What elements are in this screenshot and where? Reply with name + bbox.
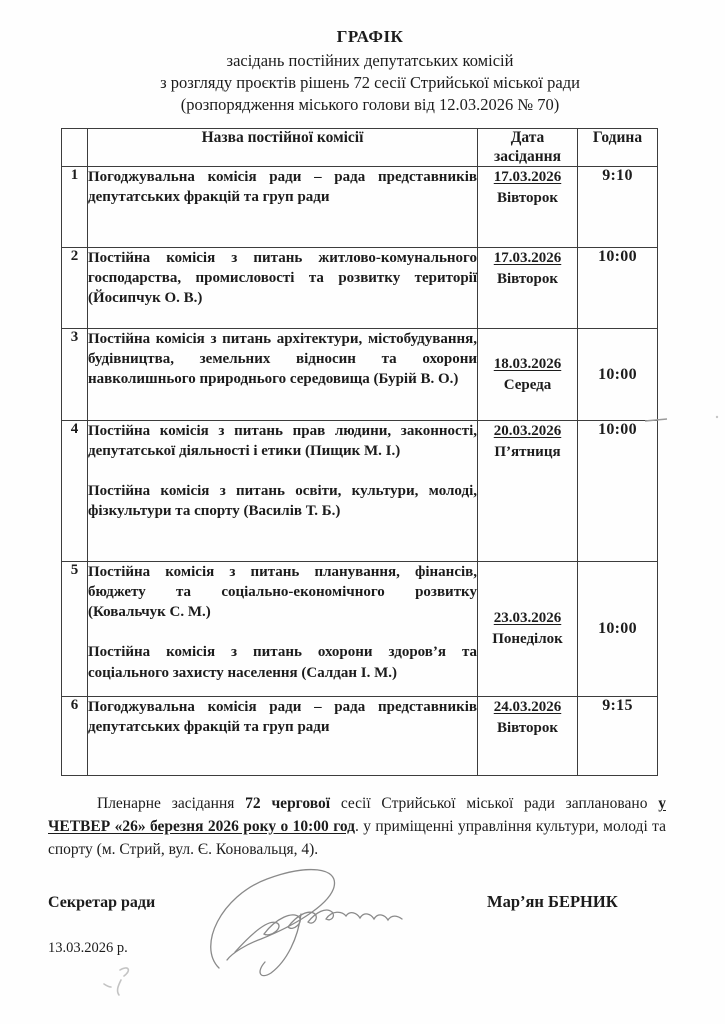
header-meeting-time: Година — [578, 129, 658, 167]
commission-name: Постійна комісія з питань освіти, культури, молоді, фізкультури та спорту (Василів Т. Б.) — [88, 483, 477, 520]
signer-name: Мар’ян БЕРНИК — [487, 892, 618, 911]
table-row — [62, 167, 658, 248]
meeting-date: 17.03.2026 — [493, 250, 562, 267]
plenary-note-segment: . у приміщенні управління культури, молоді та спорту (м. Стрий, вул. Є. Коновальця, 4). — [48, 817, 666, 858]
commission-name: Постійна комісія з питань архітектури, містобудування, будівництва, земельних відносин та охорони навколишнього природнього середовища (Бурій В. О.) — [88, 331, 477, 388]
document-subtitle-line-1: засідань постійних депутатських комісій — [226, 51, 514, 71]
commission-name-cell — [88, 329, 478, 421]
meeting-day: Вівторок — [496, 271, 559, 288]
signature-image — [205, 860, 420, 990]
meeting-date: 23.03.2026 — [493, 610, 562, 627]
row-number: 4 — [62, 421, 88, 562]
meeting-date-cell — [478, 562, 578, 697]
commission-name: Погоджувальна комісія ради – рада представників депутатських фракцій та груп ради — [88, 169, 477, 206]
meeting-day: Понеділок — [492, 631, 563, 648]
plenary-note-segment: 72 чергової — [245, 795, 331, 812]
commission-name: Постійна комісія з питань планування, фінансів, бюджету та соціально-економічного розвитку (Ковальчук С. М.) — [88, 564, 477, 621]
commission-name-cell — [88, 697, 478, 776]
meeting-date-cell — [478, 421, 578, 562]
meeting-day: П’ятниця — [494, 444, 561, 461]
commission-name: Постійна комісія з питань житлово-комунального господарства, промисловості та розвитку території (Йосипчук О. В.) — [88, 250, 477, 307]
row-number: 3 — [62, 329, 88, 421]
row-number: 6 — [62, 697, 88, 776]
document-date: 13.03.2026 р. — [48, 940, 128, 956]
document-header — [40, 26, 700, 116]
meeting-time-cell: 10:00 — [578, 562, 658, 697]
scan-artifact-smudge — [98, 960, 148, 1005]
meeting-date: 17.03.2026 — [493, 169, 562, 186]
table-row — [62, 697, 658, 776]
plenary-note-segment: Пленарне засідання — [97, 795, 246, 812]
meeting-date-cell — [478, 329, 578, 421]
meeting-date: 24.03.2026 — [493, 699, 562, 716]
meeting-time-cell: 10:00 — [578, 248, 658, 329]
commission-name: Погоджувальна комісія ради – рада представників депутатських фракцій та груп ради — [88, 699, 477, 736]
document-title: ГРАФІК — [336, 27, 404, 46]
meeting-day: Вівторок — [496, 190, 559, 207]
header-number — [62, 129, 88, 167]
document-subtitle-line-2: з розгляду проєктів рішень 72 сесії Стрийської міської ради — [160, 73, 580, 93]
meeting-time-cell: 9:15 — [578, 697, 658, 776]
table-row — [62, 562, 658, 697]
schedule-table-body — [62, 167, 658, 776]
plenary-note-segment: у ЧЕТВЕР «26» березня 2026 року о 10:00 год — [48, 795, 666, 835]
meeting-date-cell — [478, 697, 578, 776]
meeting-date: 20.03.2026 — [493, 423, 562, 440]
row-number: 1 — [62, 167, 88, 248]
meeting-date: 18.03.2026 — [493, 355, 562, 372]
row-number: 5 — [62, 562, 88, 697]
schedule-table-header — [62, 129, 658, 167]
plenary-note-segment: сесії Стрийської міської ради заплановано — [330, 795, 659, 812]
meeting-time-cell: 10:00 — [578, 329, 658, 421]
row-number: 2 — [62, 248, 88, 329]
commission-name-cell — [88, 248, 478, 329]
meeting-time-cell: 9:10 — [578, 167, 658, 248]
header-row — [62, 129, 658, 167]
commission-name-cell — [88, 167, 478, 248]
commission-name: Постійна комісія з питань прав людини, законності, депутатської діяльності і етики (Пищик М. І.) — [88, 423, 477, 460]
meeting-day: Вівторок — [496, 720, 559, 737]
meeting-date-cell — [478, 167, 578, 248]
header-meeting-date: Дата засідання — [478, 129, 578, 167]
document-subtitle-line-3: (розпорядження міського голови від 12.03.2026 № 70) — [180, 94, 560, 114]
schedule-table — [61, 128, 658, 776]
signer-role: Секретар ради — [48, 894, 156, 911]
header-commission-name: Назва постійної комісії — [88, 129, 478, 167]
commission-name-cell — [88, 562, 478, 697]
meeting-date-cell — [478, 248, 578, 329]
table-row — [62, 248, 658, 329]
table-row — [62, 329, 658, 421]
meeting-time-cell: 10:00 — [578, 421, 658, 562]
plenary-note — [48, 793, 666, 861]
commission-name: Постійна комісія з питань охорони здоров’я та соціального захисту населення (Салдан І. М.) — [88, 644, 477, 681]
meeting-day: Середа — [503, 376, 552, 393]
table-row — [62, 421, 658, 562]
commission-name-cell — [88, 421, 478, 562]
